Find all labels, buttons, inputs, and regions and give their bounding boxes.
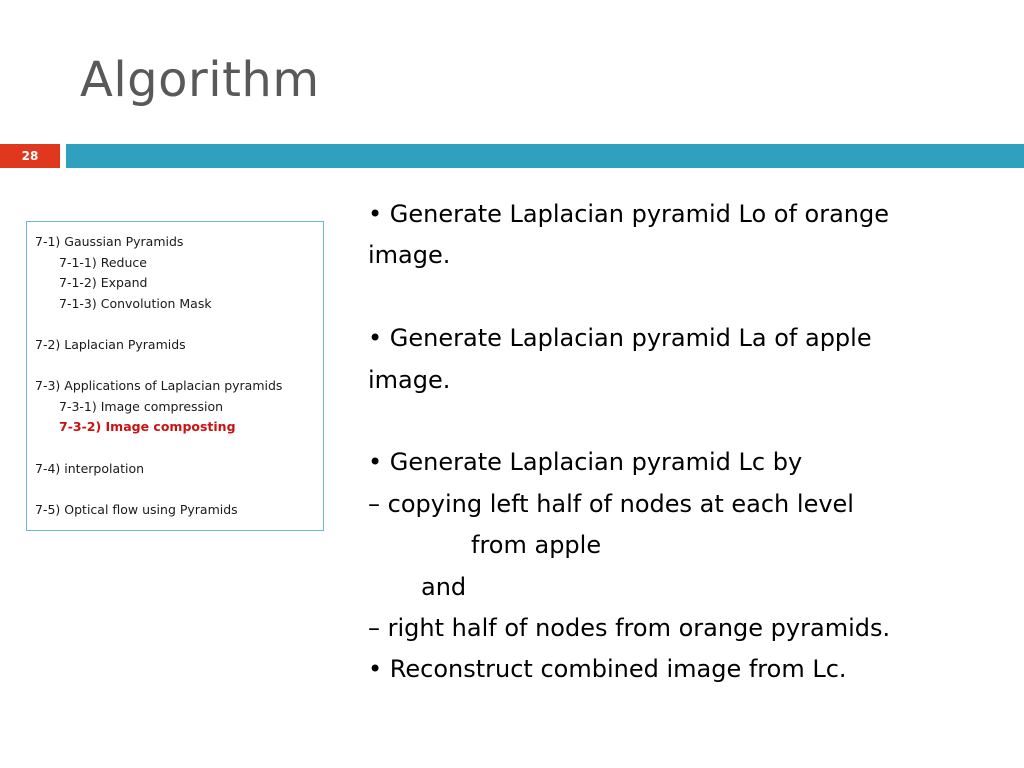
body-line: image. (368, 241, 451, 270)
toc-item-expand: 7-1-2) Expand (59, 275, 148, 291)
body-line: • Generate Laplacian pyramid Lo of orange (368, 200, 890, 228)
toc-item-laplacian-pyramids: 7-2) Laplacian Pyramids (35, 336, 186, 352)
slide-number: 28 (0, 144, 60, 168)
body-line: from apple (471, 531, 602, 560)
toc-item-reduce: 7-1-1) Reduce (59, 254, 147, 270)
toc-item-image-composting: 7-3-2) Image composting (59, 419, 236, 435)
body-line: • Generate Laplacian pyramid Lc by (368, 448, 803, 477)
toc-item-optical-flow: 7-5) Optical flow using Pyramids (35, 501, 238, 517)
header-bar (66, 144, 1024, 168)
toc-item-image-compression: 7-3-1) Image compression (59, 398, 224, 414)
toc-spacer (35, 438, 323, 459)
body-line: image. (368, 365, 451, 394)
toc-spacer (35, 314, 323, 335)
toc-spacer (35, 479, 323, 500)
toc-item-convolution-mask: 7-1-3) Convolution Mask (59, 295, 212, 311)
toc-item-applications: 7-3) Applications of Laplacian pyramids (35, 378, 283, 394)
body-line: • Reconstruct combined image from Lc. (368, 655, 847, 684)
body-spacer (368, 277, 1008, 318)
body-line: and (421, 572, 467, 601)
toc-item-interpolation: 7-4) interpolation (35, 460, 145, 476)
body-line: – right half of nodes from orange pyramids. (368, 613, 891, 642)
body-spacer (368, 401, 1008, 442)
toc-item-gaussian-pyramids: 7-1) Gaussian Pyramids (35, 234, 184, 249)
table-of-contents (26, 221, 324, 531)
body-line: • Generate Laplacian pyramid La of apple (368, 324, 872, 353)
slide-body (368, 194, 1008, 691)
toc-spacer (35, 356, 323, 377)
body-line: – copying left half of nodes at each level (368, 489, 854, 518)
slide-title: Algorithm (80, 52, 320, 108)
